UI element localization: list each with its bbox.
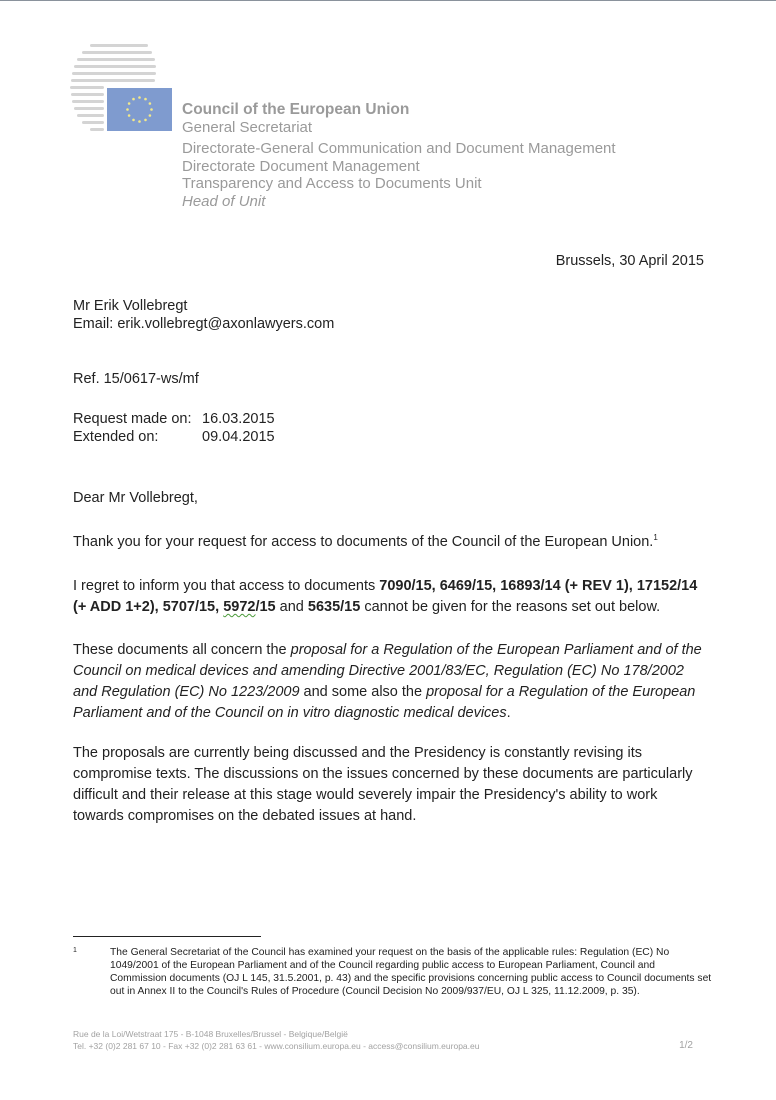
footer-address: Rue de la Loi/Wetstraat 175 - B-1048 Bruxelles/Brussel - Belgique/België [73,1029,348,1039]
logo-line [90,128,104,131]
eu-star-icon [144,119,147,122]
paragraph-text: cannot be given for the reasons set out below. [360,599,661,615]
footnote-number: 1 [73,947,77,954]
logo-line [72,100,104,103]
request-label: Extended on: [73,429,159,445]
eu-star-icon [138,120,141,123]
request-row [73,428,275,446]
request-label: Request made on: [73,411,192,427]
request-row [73,410,275,428]
letterhead [182,101,616,210]
date-line: Brussels, 30 April 2015 [555,253,704,269]
eu-star-icon [128,102,131,105]
salutation: Dear Mr Vollebregt, [73,490,198,506]
eu-star-icon [149,114,152,117]
request-info [73,410,275,446]
eu-stars-icon [107,88,172,131]
secretariat: General Secretariat [182,118,313,136]
paragraph-text: and [275,599,308,615]
logo-line [72,72,156,75]
paragraph-reason: The proposals are currently being discussed and the Presidency is constantly revising its compromise texts. The discussions on the issues concerned by these documents are particularly difficult and their release at this stage would severely impair the Presidency's ability to work towards compromises on the debated issues at hand. [73,745,693,824]
proposal-title: proposal for a Regulation of the European Parliament and of the Council on in vitro diagnostic medical devices [73,684,696,721]
directorate-general: Directorate-General Communication and Document Management [182,140,616,157]
directorate: Directorate Document Management [182,157,420,175]
logo-line [71,93,104,96]
request-value: 16.03.2015 [202,411,275,427]
paragraph-text: These documents all concern the [73,642,291,658]
footnote [73,946,713,998]
paragraph-refusal [73,576,703,618]
paragraph-text: . [506,705,511,721]
recipient-email[interactable]: Email: erik.vollebregt@axonlawyers.com [73,316,335,332]
logo-line [82,51,152,54]
proposal-title: proposal for a Regulation of the European Parliament and of the Council on medical devices and amending Directive 2001/83/EC, Regulation (EC) No 178/2002 and Regulation (EC) No 1223/2009 [73,642,702,700]
eu-star-icon [138,96,141,99]
eu-star-icon [128,114,131,117]
page-footer [73,1028,693,1052]
eu-star-icon [150,108,153,111]
recipient-address [73,297,334,333]
logo-line [77,58,155,61]
page-number: 1/2 [679,1040,693,1051]
page-top-border [0,0,776,1]
reference-number: Ref. 15/0617-ws/mf [73,371,199,387]
footnote-text: The General Secretariat of the Council has examined your request on the basis of the applicable rules: Regulation (EC) No 1049/2001 of the European Parliament and of the Council regarding public access to European Parliament, Council and Commission documents (OJ L 145, 31.5.2001, p. 43) and the specific provisions concerning public access to Council documents set out in Annex II to the Council's Rules of Procedure (Council Decision No 2009/937/EU, OJ L 325, 11.12.2009, p. 35). [110,947,712,997]
footer-contact: Tel. +32 (0)2 281 67 10 - Fax +32 (0)2 281 63 61 - www.consilium.europa.eu - access@consilium.europa.eu [73,1041,480,1051]
position: Head of Unit [182,192,266,210]
eu-star-icon [132,119,135,122]
eu-council-logo-icon [70,42,180,134]
spellcheck-marked-doc: 5972 [223,599,256,615]
recipient-name: Mr Erik Vollebregt [73,298,188,314]
document-list: 7090/15, 6469/15, 16893/14 (+ REV 1), 17152/14 (+ ADD 1+2), 5707/15, [73,578,698,615]
unit: Transparency and Access to Documents Unit [182,175,482,192]
eu-star-icon [132,98,135,101]
organisation-name: Council of the European Union [182,101,410,118]
logo-line [77,114,104,117]
paragraph-text: Thank you for your request for access to documents of the Council of the European Union. [73,534,654,550]
footnote-separator [73,936,261,937]
paragraph-thanks [73,533,658,551]
footnote-ref[interactable]: 1 [653,533,658,543]
logo-line [70,86,104,89]
paragraph-concern [73,640,703,724]
logo-line [90,44,148,47]
eu-star-icon [144,98,147,101]
document-list: /15 [255,599,276,615]
logo-line [74,65,156,68]
request-value: 09.04.2015 [202,429,275,445]
logo-line [74,107,104,110]
paragraph-text: I regret to inform you that access to documents [73,578,380,594]
eu-star-icon [126,108,129,111]
logo-line [82,121,104,124]
eu-star-icon [149,102,152,105]
eu-flag-icon [107,88,172,131]
document-list: 5635/15 [307,599,361,615]
paragraph-text: and some also the [299,684,427,700]
logo-line [71,79,155,82]
